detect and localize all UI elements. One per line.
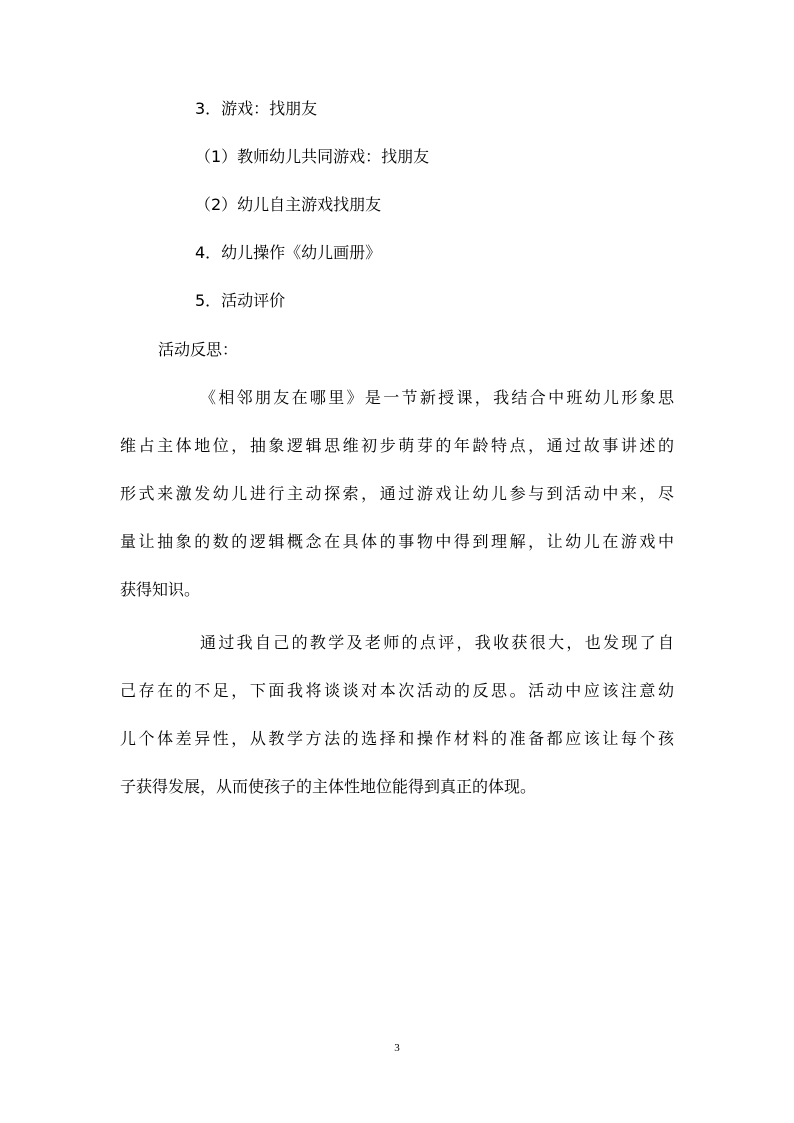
outline-item-3: 3．游戏：找朋友 — [195, 99, 318, 118]
paragraph-line: 获得知识。 — [120, 580, 201, 599]
paragraph-line: 量让抽象的数的逻辑概念在具体的事物中得到理解，让幼儿在游戏中 — [120, 532, 674, 551]
paragraph-line: 维占主体地位，抽象逻辑思维初步萌芽的年龄特点，通过故事讲述的 — [120, 436, 674, 455]
outline-item-4: 4．幼儿操作《幼儿画册》 — [195, 243, 382, 262]
paragraph-line: 《相邻朋友在哪里》是一节新授课，我结合中班幼儿形象思 — [200, 388, 674, 407]
paragraph-line: 己存在的不足，下面我将谈谈对本次活动的反思。活动中应该注意幼 — [120, 681, 674, 700]
paragraph-line: 形式来激发幼儿进行主动探索，通过游戏让幼儿参与到活动中来，尽 — [120, 484, 674, 503]
outline-item-3-1: （1）教师幼儿共同游戏：找朋友 — [195, 147, 430, 166]
reflection-heading: 活动反思： — [158, 340, 239, 359]
paragraph-line: 通过我自己的教学及老师的点评，我收获很大，也发现了自 — [200, 633, 674, 652]
page-number: 3 — [394, 1042, 400, 1054]
paragraph-line: 子获得发展，从而使孩子的主体性地位能得到真正的体现。 — [120, 777, 537, 796]
outline-item-3-2: （2）幼儿自主游戏找朋友 — [195, 195, 382, 214]
outline-item-5: 5．活动评价 — [195, 291, 286, 310]
paragraph-line: 儿个体差异性，从教学方法的选择和操作材料的准备都应该让每个孩 — [120, 729, 674, 748]
